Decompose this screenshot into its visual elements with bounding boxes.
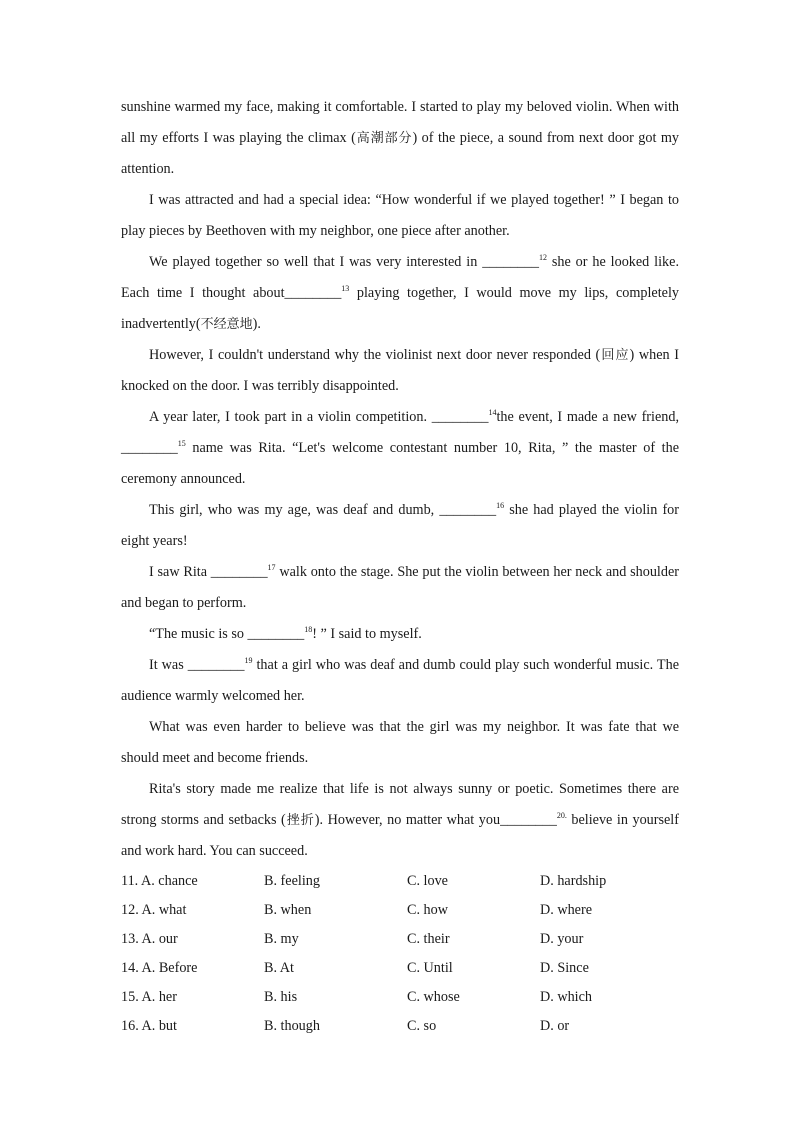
paragraph: sunshine warmed my face, making it comfortable. I started to play my beloved violin. When with all my efforts I was playing the climax (高潮部分) of the piece, a sound from next door got my attention.	[121, 99, 679, 177]
option-a: 14. A. Before	[121, 960, 198, 976]
paragraph: I saw Rita ________$^{17}$ walk onto the stage. She put the violin between her neck and shoulder and began to perform.	[121, 563, 679, 611]
blank-number: 17	[267, 563, 276, 572]
paragraph: “The music is so ________$^{18}$! ” I said to myself.	[149, 625, 422, 642]
option-b: B. At	[264, 960, 294, 976]
paragraph: I was attracted and had a special idea: “How wonderful if we played together! ” I began to play pieces by Beethoven with my neighbor, one piece after another.	[121, 192, 679, 239]
option-row	[121, 1012, 679, 1041]
blank-number: 15	[177, 439, 186, 448]
option-row	[121, 867, 679, 896]
option-b: B. though	[264, 1018, 320, 1034]
option-c: C. Until	[407, 960, 453, 976]
option-b: B. feeling	[264, 873, 320, 889]
option-row	[121, 896, 679, 925]
paragraph: A year later, I took part in a violin competition. ________$^{14}$the event, I made a new friend, ________$^{15}$ name was Rita. “Let's welcome contestant number 10, Rita, ” the master of the ceremony announced.	[121, 408, 679, 487]
option-d: D. Since	[540, 960, 589, 976]
paragraph: What was even harder to believe was that the girl was my neighbor. It was fate that we should meet and become friends.	[121, 719, 679, 766]
option-c: C. how	[407, 902, 448, 918]
option-c: C. their	[407, 931, 450, 947]
option-row	[121, 925, 679, 954]
paragraph: We played together so well that I was very interested in ________$^{12}$ she or he looked like. Each time I thought about________$^{13}$ playing together, I would move my lips, completely inadvertently(不经意地).	[121, 253, 679, 332]
option-a: 16. A. but	[121, 1018, 177, 1034]
document-page	[121, 92, 679, 1041]
option-d: D. or	[540, 1018, 570, 1034]
option-b: B. his	[264, 989, 298, 1005]
blank-number: 14	[488, 408, 497, 417]
answer-options	[121, 867, 679, 1041]
option-d: D. where	[540, 902, 592, 918]
option-row	[121, 983, 679, 1012]
option-d: D. your	[540, 931, 584, 947]
blank-number: 20.	[556, 811, 567, 820]
blank-number: 19	[244, 656, 253, 665]
blank-number: 18	[304, 625, 313, 634]
option-a: 11. A. chance	[121, 873, 198, 889]
option-a: 15. A. her	[121, 989, 177, 1005]
paragraph: It was ________$^{19}$ that a girl who was deaf and dumb could play such wonderful music. The audience warmly welcomed her.	[121, 656, 679, 704]
option-d: D. which	[540, 989, 593, 1005]
paragraph: However, I couldn't understand why the violinist next door never responded (回应) when I knocked on the door. I was terribly disappointed.	[121, 347, 679, 394]
blank-number: 13	[341, 284, 350, 293]
option-d: D. hardship	[540, 873, 607, 889]
paragraph: This girl, who was my age, was deaf and dumb, ________$^{16}$ she had played the violin for eight years!	[121, 501, 679, 549]
option-a: 13. A. our	[121, 931, 178, 947]
option-c: C. so	[407, 1018, 437, 1034]
blank-number: 16	[496, 501, 505, 510]
paragraph: Rita's story made me realize that life is not always sunny or poetic. Sometimes there are strong storms and setbacks (挫折). However, no matter what you________$^{20.}$ believe in yourself and work hard. You can succeed.	[121, 781, 679, 859]
option-row	[121, 954, 679, 983]
option-a: 12. A. what	[121, 902, 187, 918]
option-b: B. when	[264, 902, 312, 918]
option-b: B. my	[264, 931, 299, 947]
blank-number: 12	[538, 253, 547, 262]
option-c: C. love	[407, 873, 448, 889]
option-c: C. whose	[407, 989, 460, 1005]
